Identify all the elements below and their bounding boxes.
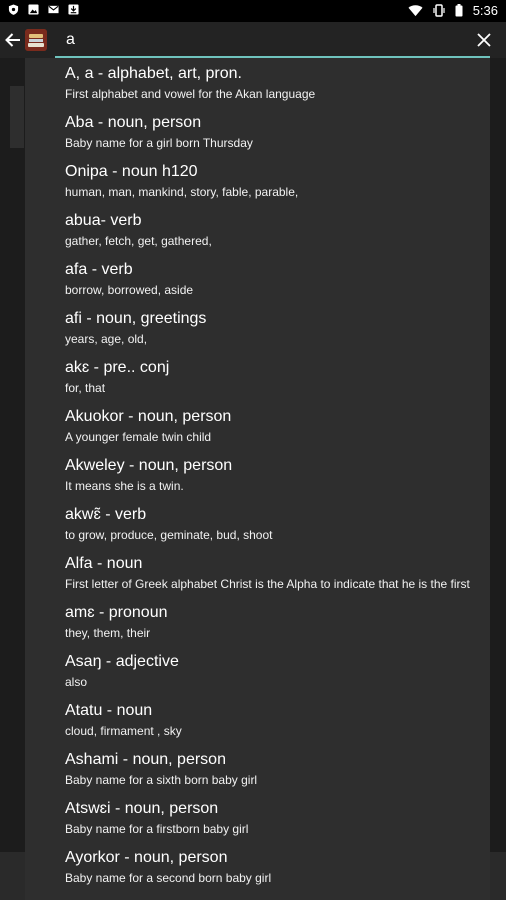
suggestion-description: cloud, firmament , sky bbox=[65, 724, 182, 738]
suggestion-description: to grow, produce, geminate, bud, shoot bbox=[65, 528, 273, 542]
suggestion-title: Ashami - noun, person bbox=[65, 751, 226, 768]
suggestion-dropdown bbox=[25, 58, 490, 900]
suggestion-item[interactable] bbox=[65, 456, 485, 494]
suggestion-description: Baby name for a second born baby girl bbox=[65, 871, 272, 885]
suggestion-item[interactable] bbox=[65, 848, 485, 886]
background-bottom-bar bbox=[0, 852, 25, 900]
suggestion-item[interactable] bbox=[65, 64, 485, 102]
suggestion-item[interactable] bbox=[65, 554, 485, 592]
suggestion-title: amɛ - pronoun bbox=[65, 604, 168, 621]
suggestion-item[interactable] bbox=[65, 603, 485, 641]
suggestion-title: Akuokor - noun, person bbox=[65, 408, 232, 425]
clock: 5:36 bbox=[472, 3, 498, 18]
mail-icon bbox=[48, 4, 59, 15]
suggestion-description: First letter of Greek alphabet Christ is the Alpha to indicate that he is the first bbox=[65, 577, 470, 591]
suggestion-title: Asaŋ - adjective bbox=[65, 653, 179, 670]
suggestion-item[interactable] bbox=[65, 113, 485, 151]
shield-icon bbox=[8, 4, 19, 15]
suggestion-title: akwɛ̃ - verb bbox=[65, 506, 147, 523]
wifi-icon bbox=[408, 4, 423, 17]
suggestion-description: Baby name for a sixth born baby girl bbox=[65, 773, 258, 787]
suggestion-title: Akweley - noun, person bbox=[65, 457, 233, 474]
back-arrow-icon[interactable] bbox=[3, 30, 23, 50]
search-input[interactable]: a bbox=[66, 31, 75, 48]
suggestion-item[interactable] bbox=[65, 358, 485, 396]
suggestion-item[interactable] bbox=[65, 701, 485, 739]
suggestion-item[interactable] bbox=[65, 211, 485, 249]
download-icon bbox=[68, 4, 79, 15]
suggestion-title: afi - noun, greetings bbox=[65, 310, 207, 327]
suggestion-description: It means she is a twin. bbox=[65, 479, 184, 493]
suggestion-description: years, age, old, bbox=[65, 332, 148, 346]
suggestion-item[interactable] bbox=[65, 750, 485, 788]
suggestion-description: gather, fetch, get, gathered, bbox=[65, 234, 212, 248]
close-icon[interactable] bbox=[476, 32, 492, 48]
suggestion-description: human, man, mankind, story, fable, parable, bbox=[65, 185, 299, 199]
notification-icons bbox=[8, 4, 79, 15]
suggestion-title: akɛ - pre.. conj bbox=[65, 359, 170, 376]
suggestion-description: Baby name for a girl born Thursday bbox=[65, 136, 253, 150]
suggestion-item[interactable] bbox=[65, 162, 485, 200]
suggestion-title: afa - verb bbox=[65, 261, 133, 278]
suggestion-description: borrow, borrowed, aside bbox=[65, 283, 194, 297]
suggestion-item[interactable] bbox=[65, 407, 485, 445]
background-page-left bbox=[0, 58, 25, 900]
suggestion-description: for, that bbox=[65, 381, 106, 395]
vibrate-icon bbox=[433, 4, 445, 17]
suggestion-description: also bbox=[65, 675, 88, 689]
suggestion-title: Aba - noun, person bbox=[65, 114, 202, 131]
status-bar bbox=[0, 0, 506, 22]
suggestion-item[interactable] bbox=[65, 309, 485, 347]
suggestion-description: Baby name for a firstborn baby girl bbox=[65, 822, 249, 836]
suggestion-title: Alfa - noun bbox=[65, 555, 143, 572]
suggestion-title: Ayorkor - noun, person bbox=[65, 849, 228, 866]
background-fragment bbox=[10, 86, 24, 148]
suggestion-title: A, a - alphabet, art, pron. bbox=[65, 65, 242, 82]
app-logo-icon bbox=[25, 29, 47, 51]
suggestion-title: Atswɛi - noun, person bbox=[65, 800, 219, 817]
suggestion-item[interactable] bbox=[65, 260, 485, 298]
suggestion-title: Onipa - noun h120 bbox=[65, 163, 198, 180]
suggestion-item[interactable] bbox=[65, 799, 485, 837]
suggestion-description: they, them, their bbox=[65, 626, 151, 640]
background-bottom-bar-right bbox=[490, 852, 506, 900]
image-icon bbox=[28, 4, 39, 15]
suggestion-title: Atatu - noun bbox=[65, 702, 153, 719]
suggestion-description: A younger female twin child bbox=[65, 430, 212, 444]
search-toolbar bbox=[0, 22, 506, 58]
suggestion-item[interactable] bbox=[65, 652, 485, 690]
background-page-right bbox=[490, 58, 506, 900]
suggestion-title: abua- verb bbox=[65, 212, 142, 229]
battery-icon bbox=[455, 4, 463, 17]
suggestion-description: First alphabet and vowel for the Akan language bbox=[65, 87, 316, 101]
system-icons bbox=[408, 3, 498, 18]
suggestion-item[interactable] bbox=[65, 505, 485, 543]
